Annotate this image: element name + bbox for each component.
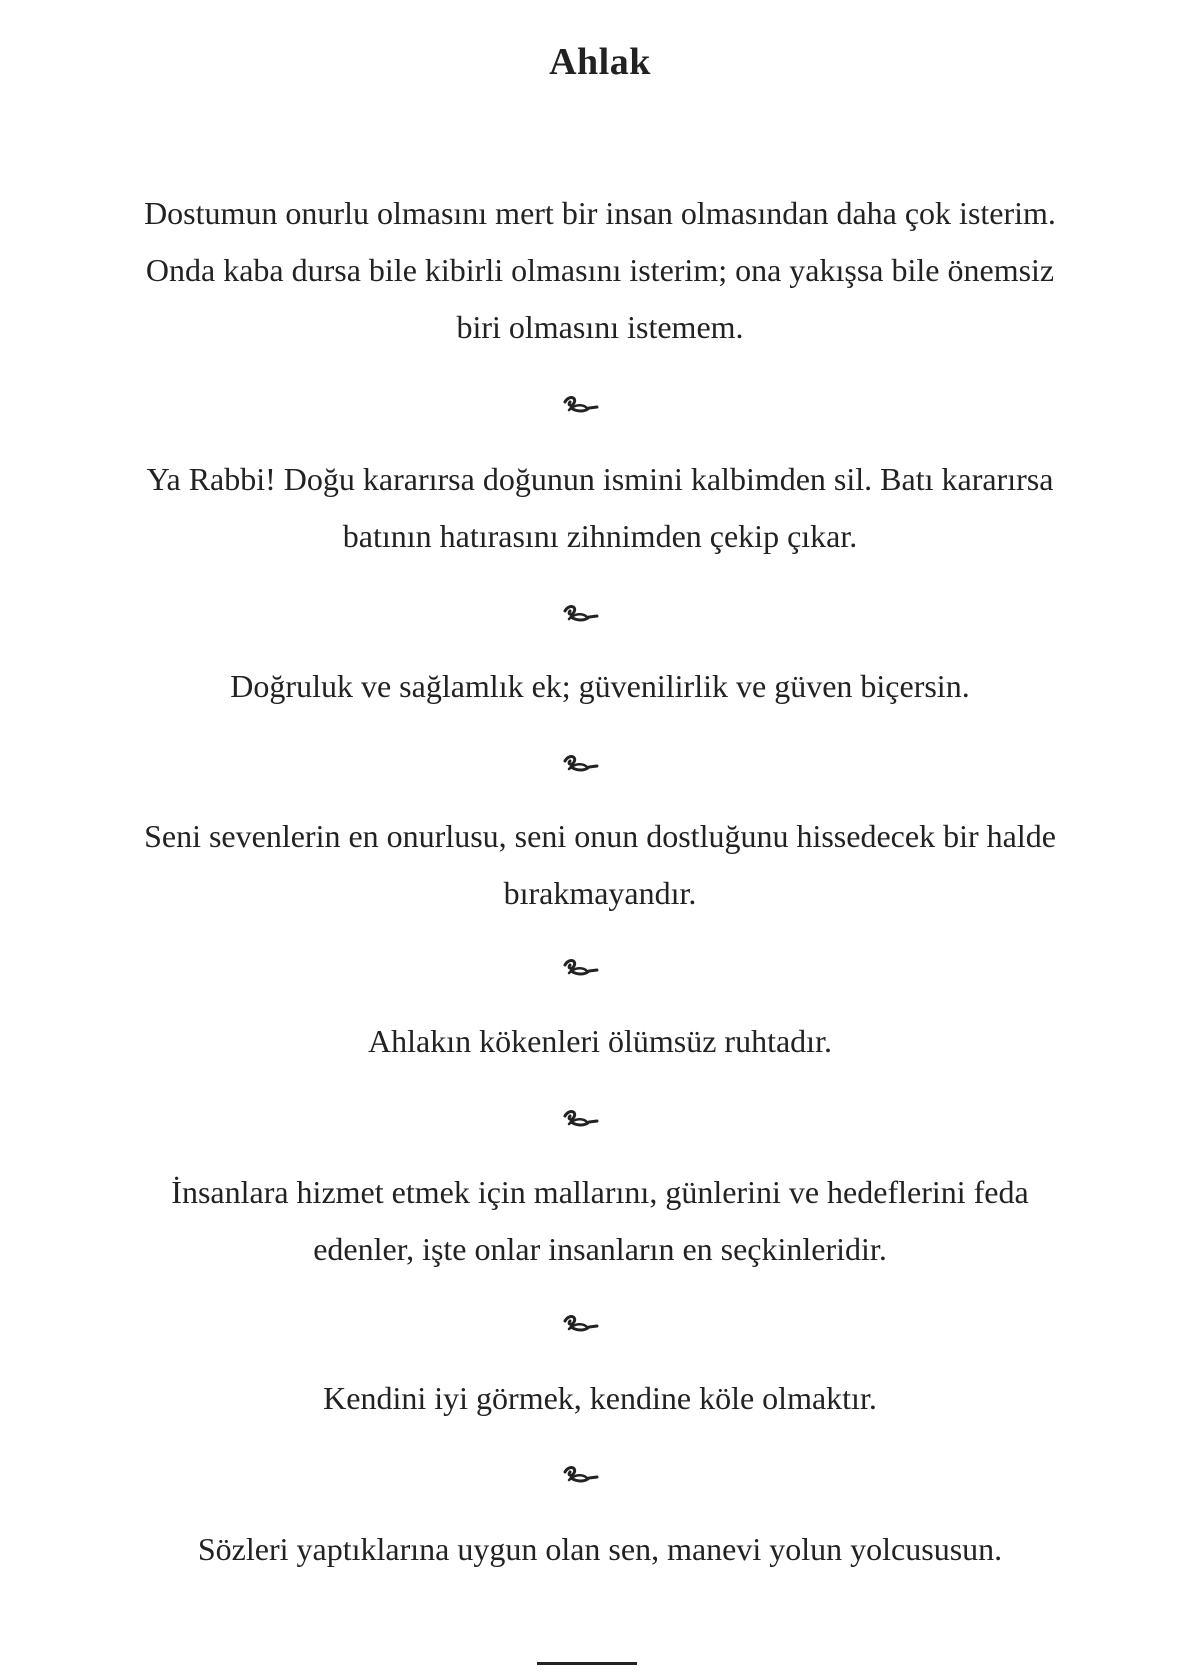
passage-3: Doğruluk ve sağlamlık ek; güvenilirlik ve güven biçersin.: [230, 668, 970, 704]
end-rule-divider: [537, 1662, 637, 1665]
fleuron-icon: [555, 390, 605, 420]
fleuron-icon: [555, 953, 605, 983]
fleuron-icon: [555, 1104, 605, 1134]
passage-8: Sözleri yaptıklarına uygun olan sen, manevi yolun yolcususun.: [197, 1531, 1003, 1567]
fleuron-icon: [555, 1460, 605, 1490]
fleuron-icon: [555, 599, 605, 629]
page-title: Ahlak: [549, 41, 651, 83]
passage-1: Dostumun onurlu olmasını mert bir insan olmasından daha çok isterim. Onda kaba dursa bile kibirli olmasını isterim; ona yakışsa bile önemsiz biri olmasını istemem.: [144, 195, 1056, 345]
passage-5: Ahlakın kökenleri ölümsüz ruhtadır.: [368, 1023, 832, 1059]
passage-6: İnsanlara hizmet etmek için mallarını, günlerini ve hedeflerini feda edenler, işte onlar insanların en seçkinleridir.: [171, 1174, 1029, 1267]
fleuron-icon: [555, 1309, 605, 1339]
passage-7: Kendini iyi görmek, kendine köle olmaktır.: [323, 1380, 877, 1416]
fleuron-icon: [555, 749, 605, 779]
passage-2: Ya Rabbi! Doğu kararırsa doğunun ismini kalbimden sil. Batı kararırsa batının hatırasını zihnimden çekip çıkar.: [146, 461, 1054, 554]
passage-4: Seni sevenlerin en onurlusu, seni onun dostluğunu hissedecek bir halde bırakmayandır.: [144, 818, 1056, 911]
